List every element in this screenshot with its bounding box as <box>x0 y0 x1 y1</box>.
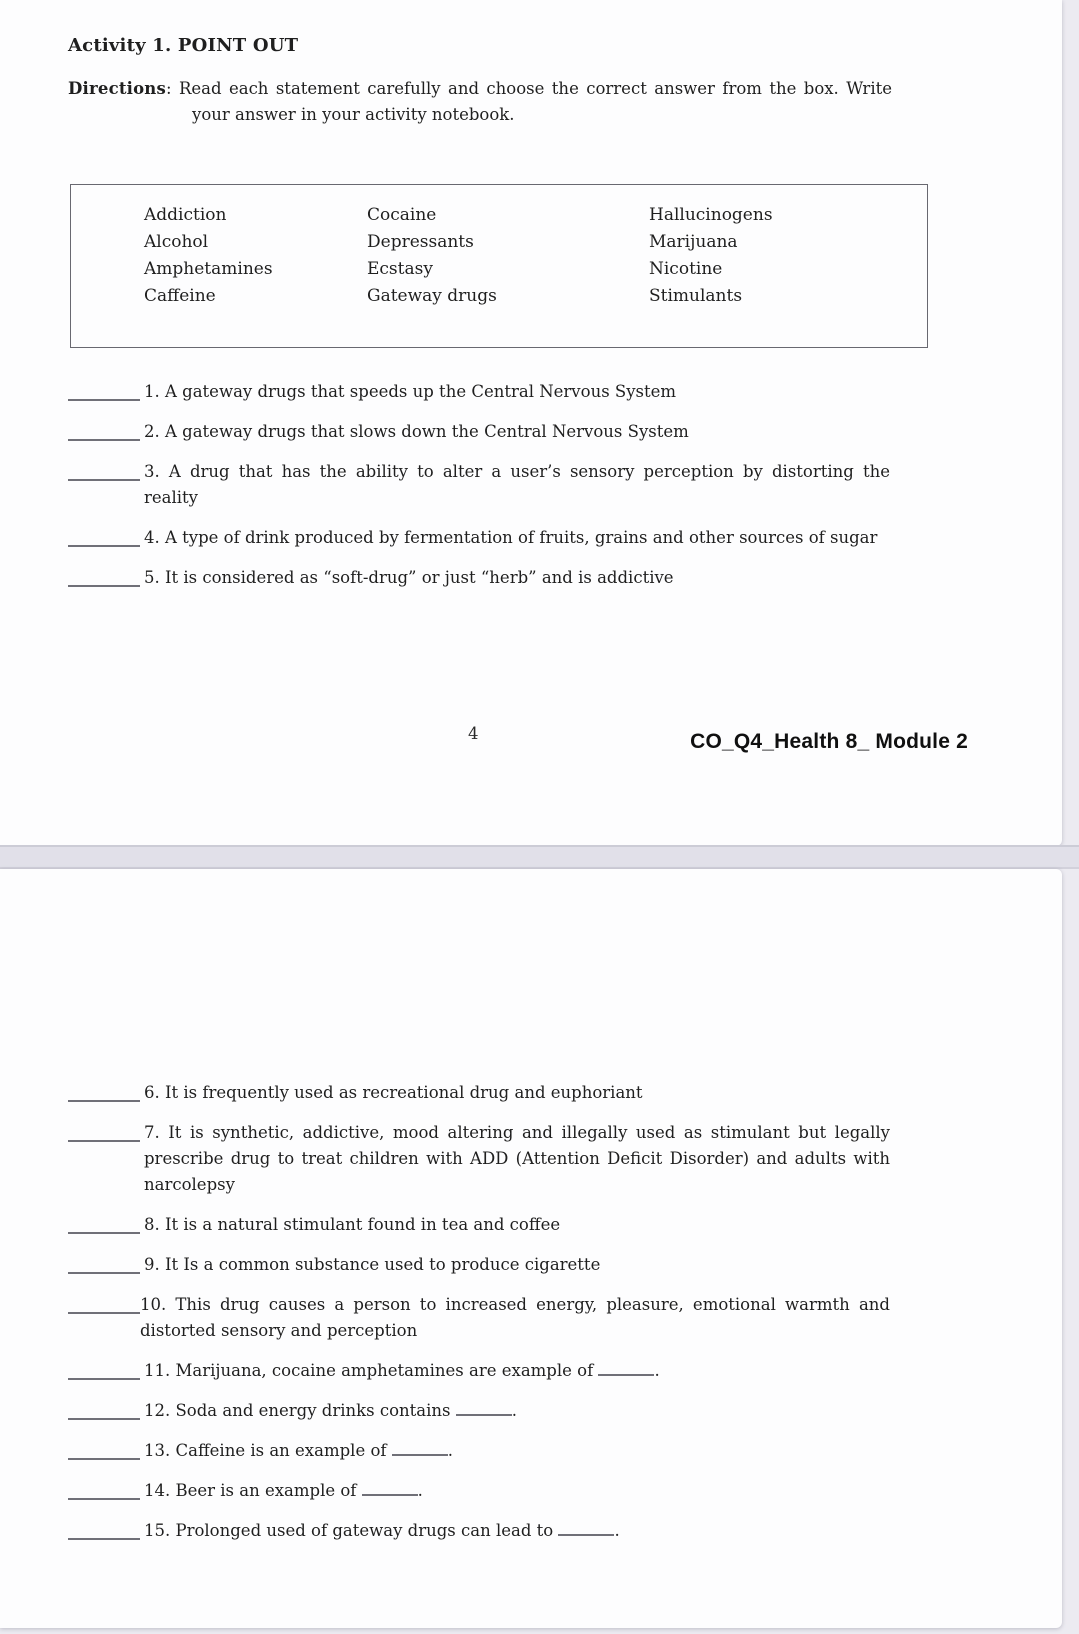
question-item <box>68 1080 890 1106</box>
answer-blank-line <box>68 525 140 547</box>
question-text <box>144 1252 890 1278</box>
question-text-content: 2. A gateway drugs that slows down the Central Nervous System <box>144 422 689 441</box>
question-text-content: 3. A drug that has the ability to alter a user’s sensory perception by distorting the reality <box>144 462 890 507</box>
question-text-content: 8. It is a natural stimulant found in tea and coffee <box>144 1215 561 1234</box>
question-text-content: 7. It is synthetic, addictive, mood altering and illegally used as stimulant but legally prescribe drug to treat children with ADD (Attention Deficit Disorder) and adults with narcolepsy <box>144 1123 890 1194</box>
directions <box>68 76 892 128</box>
question-list-1 <box>68 379 890 591</box>
question-item <box>68 1292 890 1344</box>
question-item <box>68 1358 890 1384</box>
answer-blank-line <box>68 419 140 441</box>
question-text <box>144 379 890 405</box>
question-text-content: 12. Soda and energy drinks contains <box>144 1401 451 1420</box>
directions-text: : Read each statement carefully and choose the correct answer from the box. Write your answer in your activity notebook. <box>166 79 892 124</box>
word-bank-item: Caffeine <box>144 286 216 306</box>
word-bank-item: Depressants <box>367 232 474 252</box>
question-text <box>144 1438 890 1464</box>
question-text-content: 4. A type of drink produced by fermentation of fruits, grains and other sources of sugar <box>144 528 878 547</box>
question-tail: . <box>654 1361 660 1380</box>
word-bank-box <box>70 184 928 348</box>
question-text <box>144 1080 890 1106</box>
question-tail: . <box>417 1481 423 1500</box>
question-item <box>68 565 890 591</box>
worksheet-page-2 <box>0 869 1062 1628</box>
module-footer: CO_Q4_Health 8_ Module 2 <box>690 730 968 753</box>
page-1-content <box>0 0 892 591</box>
question-tail: . <box>511 1401 518 1420</box>
word-bank-item: Addiction <box>144 205 227 225</box>
word-bank-column <box>144 202 367 347</box>
question-text <box>144 419 890 445</box>
inline-blank-line <box>456 1401 512 1416</box>
question-text-content: 14. Beer is an example of <box>144 1481 357 1500</box>
answer-blank-line <box>68 1080 140 1102</box>
question-item <box>68 379 890 405</box>
question-item <box>68 1438 890 1464</box>
question-text <box>144 1478 890 1504</box>
word-bank-item: Hallucinogens <box>649 205 773 225</box>
word-bank-item: Cocaine <box>367 205 437 225</box>
question-item <box>68 419 890 445</box>
question-item <box>68 1518 890 1544</box>
word-bank-item: Alcohol <box>144 232 209 252</box>
question-text-content: 6. It is frequently used as recreational drug and euphoriant <box>144 1083 643 1102</box>
word-bank-item: Gateway drugs <box>367 286 497 306</box>
question-text-content: 13. Caffeine is an example of <box>144 1441 387 1460</box>
answer-blank-line <box>68 1252 140 1274</box>
answer-blank-line <box>68 1358 140 1380</box>
question-text <box>144 1212 890 1238</box>
question-item <box>68 1120 890 1198</box>
word-bank-item: Marijuana <box>649 232 738 252</box>
word-bank-item: Nicotine <box>649 259 723 279</box>
inline-blank-line <box>598 1361 654 1376</box>
answer-blank-line <box>68 379 140 401</box>
page-2-content <box>0 869 892 1544</box>
question-text-content: 11. Marijuana, cocaine amphetamines are example of <box>144 1361 594 1380</box>
word-bank-item: Stimulants <box>649 286 743 306</box>
question-item <box>68 459 890 511</box>
question-text <box>144 1120 890 1198</box>
question-item <box>68 1478 890 1504</box>
answer-blank-line <box>68 1120 140 1142</box>
word-bank-item: Amphetamines <box>144 259 273 279</box>
question-tail: . <box>447 1441 453 1460</box>
question-text <box>144 1398 890 1424</box>
question-text <box>144 525 890 551</box>
question-list-2 <box>68 1080 890 1544</box>
question-text <box>144 459 890 511</box>
question-text <box>140 1292 890 1344</box>
question-text <box>144 1358 890 1384</box>
answer-blank-line <box>68 459 140 481</box>
page-number: 4 <box>468 724 479 743</box>
question-item <box>68 1398 890 1424</box>
question-tail: . <box>614 1521 620 1540</box>
directions-label: Directions <box>68 79 166 98</box>
answer-blank-line <box>68 1292 140 1314</box>
inline-blank-line <box>362 1481 418 1496</box>
activity-title: Activity 1. POINT OUT <box>68 35 299 56</box>
question-text-content: 15. Prolonged used of gateway drugs can lead to <box>144 1521 554 1540</box>
question-item <box>68 525 890 551</box>
question-text <box>144 565 890 591</box>
answer-blank-line <box>68 1438 140 1460</box>
word-bank-column <box>649 202 927 347</box>
word-bank-item: Ecstasy <box>367 259 433 279</box>
question-text-content: 10. This drug causes a person to increased energy, pleasure, emotional warmth and distorted sensory and perception <box>140 1295 890 1340</box>
word-bank-column <box>367 202 649 347</box>
inline-blank-line <box>392 1441 448 1456</box>
question-text-content: 5. It is considered as “soft-drug” or just “herb” and is addictive <box>144 568 674 587</box>
page-separator <box>0 845 1079 869</box>
question-text-content: 1. A gateway drugs that speeds up the Central Nervous System <box>144 382 677 401</box>
answer-blank-line <box>68 565 140 587</box>
answer-blank-line <box>68 1398 140 1420</box>
answer-blank-line <box>68 1518 140 1540</box>
answer-blank-line <box>68 1212 140 1234</box>
question-item <box>68 1252 890 1278</box>
answer-blank-line <box>68 1478 140 1500</box>
question-item <box>68 1212 890 1238</box>
question-text-content: 9. It Is a common substance used to produce cigarette <box>144 1255 601 1274</box>
question-text <box>144 1518 890 1544</box>
inline-blank-line <box>558 1521 614 1536</box>
